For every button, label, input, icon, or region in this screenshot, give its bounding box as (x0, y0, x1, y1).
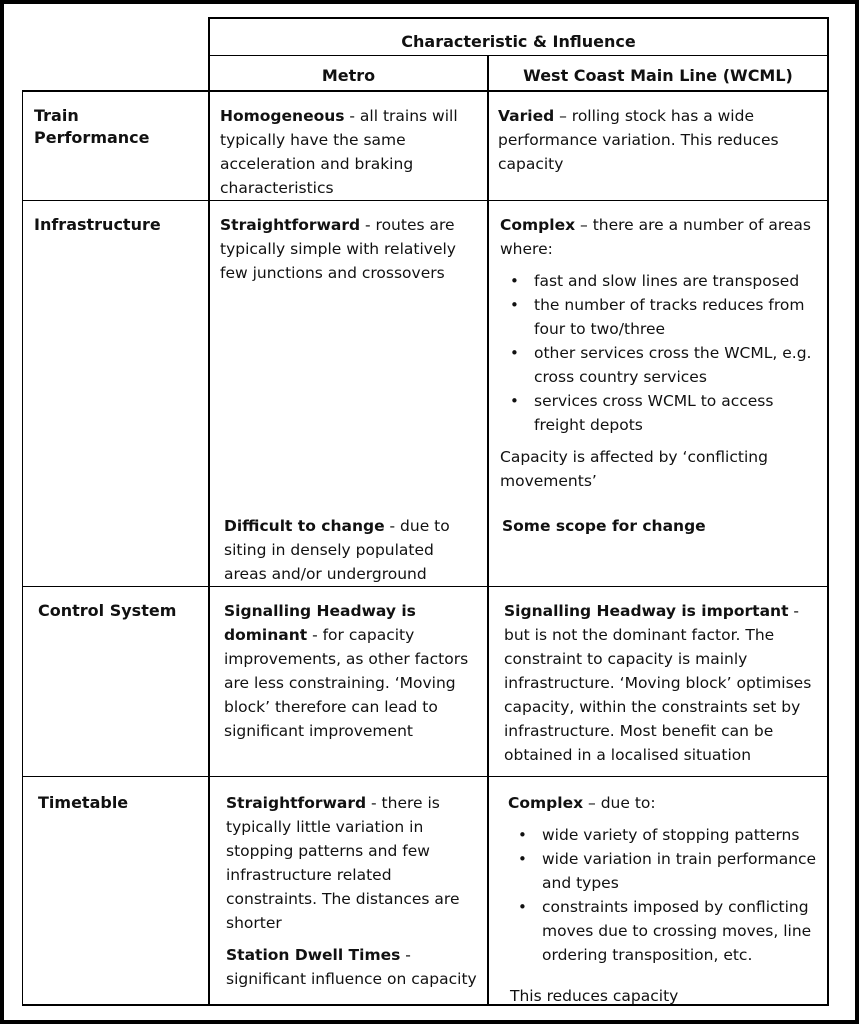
bold-term: Homogeneous (220, 107, 345, 125)
row-label-infrastructure: Infrastructure (34, 215, 161, 234)
row-label-control-system: Control System (38, 601, 177, 620)
cell-text: - there is typically little variation in stopping patterns and few infrastructure related constraints. The distances are shorter (226, 794, 460, 932)
grid-line (208, 17, 828, 19)
grid-line (22, 90, 828, 92)
list-item: • constraints imposed by conflicting moves due to crossing moves, line ordering transposition, etc. (508, 895, 822, 967)
list-item: • wide variety of stopping patterns (508, 823, 822, 847)
metro-train-performance (220, 104, 480, 200)
bold-term: Some scope for change (502, 517, 706, 535)
wcml-infrastructure (500, 213, 822, 493)
grid-line (22, 776, 828, 777)
metro-infrastructure-change (224, 514, 480, 586)
bold-term: Signalling Headway is important (504, 602, 789, 620)
cell-text: - but is not the dominant factor. The constraint to capacity is mainly infrastructure. ‘Moving block’ optimises capacity, within the constraints set by infrastructure. Most benefit can be obtained in a localised situation (504, 602, 812, 764)
bold-term: Complex (508, 794, 584, 812)
bold-term: Complex (500, 216, 576, 234)
wcml-train-performance (498, 104, 820, 176)
wcml-timetable (508, 791, 822, 975)
list-item: • wide variation in train performance and types (508, 847, 822, 895)
wcml-infrastructure-change (502, 514, 822, 538)
cell-text: - significant influence on capacity (226, 946, 477, 988)
grid-line (487, 55, 489, 1006)
list-item: • fast and slow lines are transposed (500, 269, 822, 293)
row-label-timetable: Timetable (38, 793, 129, 812)
column-header-metro: Metro (321, 66, 376, 85)
metro-timetable (226, 791, 482, 991)
cell-text: - for capacity improvements, as other factors are less constraining. ‘Moving block’ therefore can lead to significant improvement (224, 626, 469, 740)
list-item: • other services cross the WCML, e.g. cross country services (500, 341, 822, 389)
wcml-timetable-footer: This reduces capacity (510, 987, 679, 1005)
metro-control-system (224, 599, 482, 743)
bullet-list (500, 269, 822, 437)
bullet-list (508, 823, 822, 967)
group-title: Characteristic & Influence (401, 32, 636, 51)
grid-line (827, 17, 829, 1006)
bold-term: Station Dwell Times (226, 946, 401, 964)
cell-text: - due to siting in densely populated areas and/or underground (224, 517, 450, 583)
cell-text: - routes are typically simple with relatively few junctions and crossovers (220, 216, 456, 282)
cell-text: – due to: (583, 794, 656, 812)
grid-line (22, 200, 828, 201)
cell-text: - all trains will typically have the same acceleration and braking characteristics (220, 107, 458, 197)
row-label-train-performance: Train Performance (34, 106, 150, 147)
bold-term: Straightforward (226, 794, 367, 812)
bold-term: Straightforward (220, 216, 361, 234)
cell-text: – there are a number of areas where: (500, 216, 811, 258)
wcml-control-system (504, 599, 822, 767)
bold-term: Signalling Headway is dominant (224, 602, 416, 644)
list-item: • services cross WCML to access freight depots (500, 389, 822, 437)
bold-term: Difficult to change (224, 517, 385, 535)
list-item: • the number of tracks reduces from four to two/three (500, 293, 822, 341)
grid-line (208, 17, 210, 1006)
grid-line (22, 90, 23, 1006)
grid-line (208, 55, 828, 56)
grid-line (22, 586, 828, 587)
column-header-wcml: West Coast Main Line (WCML) (523, 66, 793, 85)
bold-term: Varied (498, 107, 555, 125)
cell-text: – rolling stock has a wide performance variation. This reduces capacity (498, 107, 779, 173)
metro-infrastructure-routes (220, 213, 480, 285)
cell-text: Capacity is affected by ‘conflicting movements’ (500, 448, 768, 490)
